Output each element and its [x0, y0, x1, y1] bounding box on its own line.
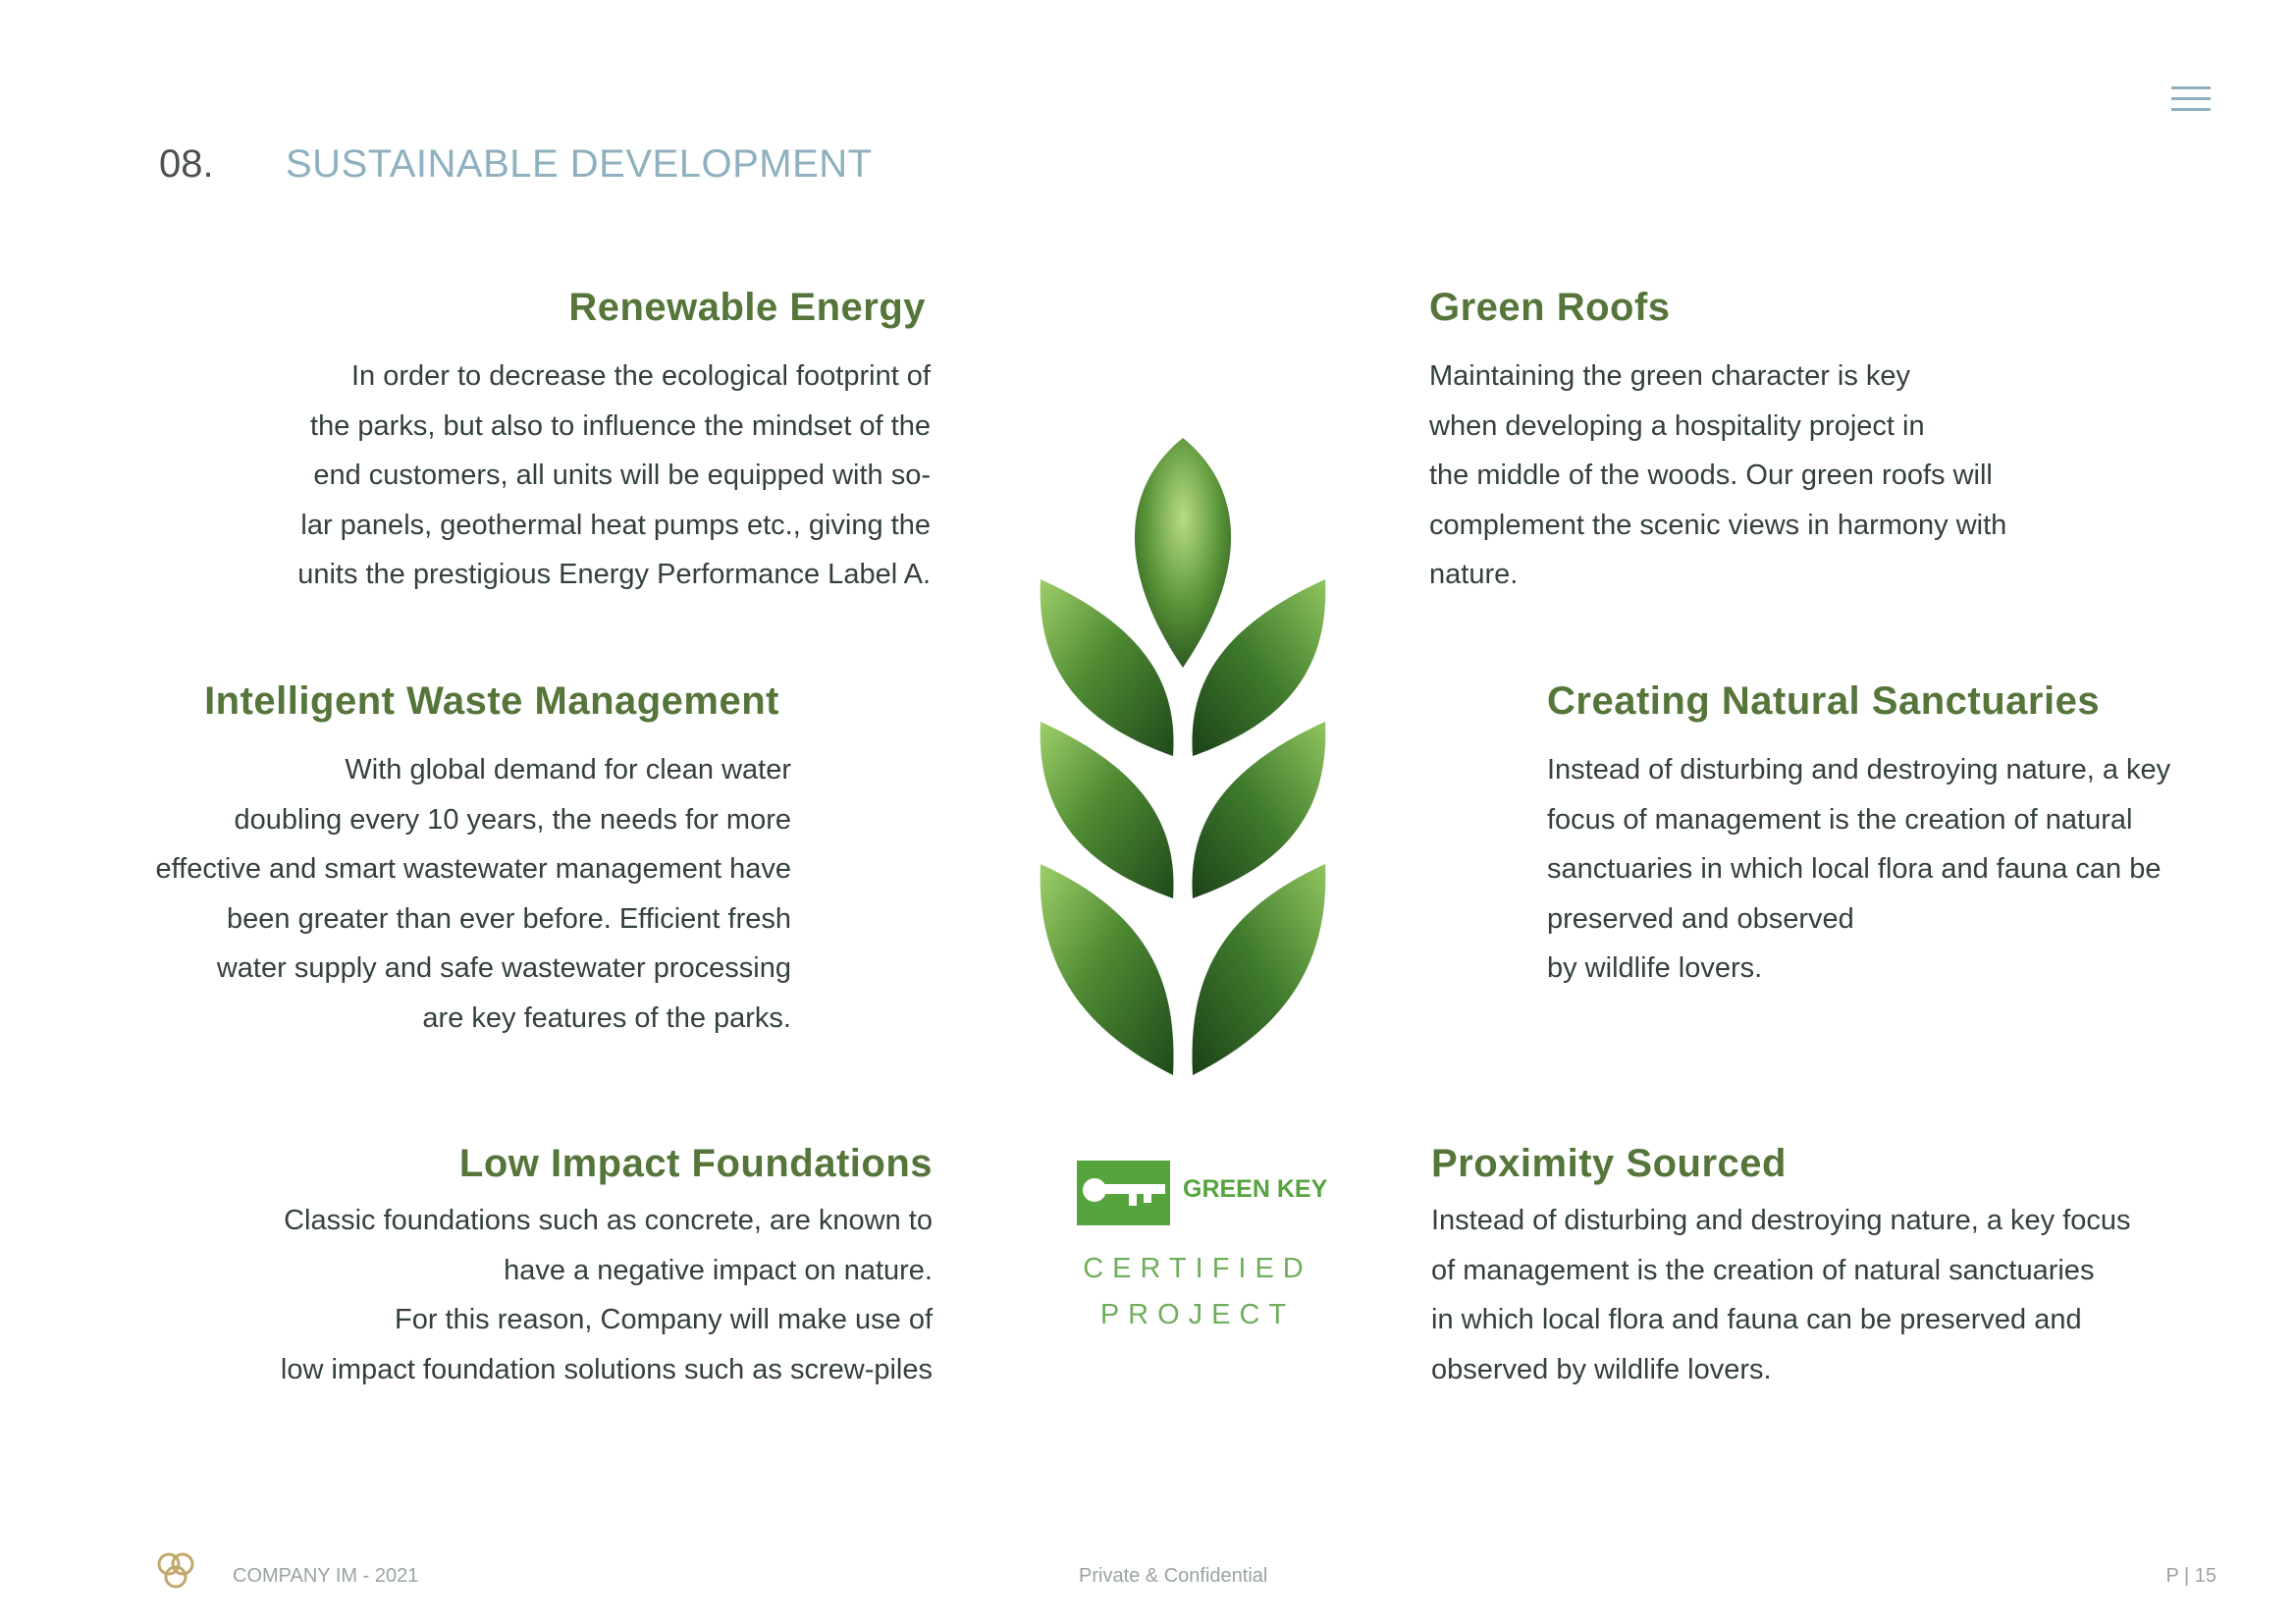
natural-sanctuaries-block: [1547, 679, 2170, 994]
text-line: doubling every 10 years, the needs for more: [234, 803, 791, 836]
text-line: the parks, but also to influence the mindset of the: [310, 409, 931, 442]
green-key-label: GREEN KEY: [1183, 1175, 1328, 1203]
text-line: end customers, all units will be equipped with so-: [313, 460, 931, 491]
menu-icon-bar: [2171, 108, 2211, 111]
text-line: the middle of the woods. Our green roofs will: [1429, 460, 1993, 491]
text-line: preserved and observed: [1547, 902, 1854, 935]
text-line: Instead of disturbing and destroying nature, a key focus: [1431, 1205, 2131, 1236]
text-line: when developing a hospitality project in: [1429, 409, 1925, 442]
text-line: water supply and safe wastewater processing: [216, 952, 791, 984]
green-roofs-block: [1429, 286, 2006, 600]
text-line: complement the scenic views in harmony with: [1429, 509, 2007, 541]
proximity-sourced-block: [1431, 1142, 2131, 1394]
company-logo-icon: [155, 1549, 196, 1593]
natural-sanctuaries-text: [1547, 745, 2170, 994]
footer-company: COMPANY IM - 2021: [233, 1565, 419, 1587]
project-label: PROJECT: [1099, 1299, 1296, 1330]
text-line: For this reason, Company will make use of: [395, 1304, 933, 1335]
proximity-sourced-title: Proximity Sourced: [1431, 1142, 1787, 1185]
text-line: in which local flora and fauna can be preserved and: [1431, 1304, 2082, 1335]
text-line: With global demand for clean water: [345, 754, 791, 785]
menu-icon-bar: [2171, 86, 2211, 89]
section-number: 08.: [159, 142, 214, 186]
renewable-energy-block: [297, 286, 931, 600]
text-line: lar panels, geothermal heat pumps etc., giving the: [300, 509, 931, 541]
menu-icon-bar: [2171, 97, 2211, 100]
text-line: nature.: [1429, 559, 1519, 590]
text-line: low impact foundation solutions such as screw-piles: [280, 1353, 933, 1385]
natural-sanctuaries-title: Creating Natural Sanctuaries: [1547, 679, 2101, 723]
text-line: are key features of the parks.: [422, 1001, 791, 1034]
text-line: effective and smart wastewater management have: [155, 853, 791, 885]
waste-management-title: Intelligent Waste Management: [204, 679, 779, 723]
text-line: In order to decrease the ecological footprint of: [350, 360, 931, 392]
text-line: sanctuaries in which local flora and fauna can be: [1547, 853, 2162, 885]
text-line: by wildlife lovers.: [1547, 952, 1763, 984]
menu-icon[interactable]: [2171, 86, 2211, 112]
text-line: focus of management is the creation of natural: [1547, 803, 2133, 836]
waste-management-block: [156, 679, 791, 1043]
low-impact-foundations-title: Low Impact Foundations: [458, 1142, 933, 1185]
renewable-energy-title: Renewable Energy: [568, 286, 926, 329]
certified-label: CERTIFIED: [1083, 1253, 1312, 1284]
text-line: of management is the creation of natural sanctuaries: [1431, 1254, 2095, 1286]
text-line: units the prestigious Energy Performance Label A.: [297, 559, 931, 590]
waste-management-text: [156, 745, 791, 1043]
green-roofs-text: [1429, 352, 2006, 600]
text-line: have a negative impact on nature.: [504, 1254, 933, 1286]
renewable-energy-text: [297, 352, 931, 600]
text-line: Classic foundations such as concrete, are known to: [284, 1205, 933, 1236]
section-title: SUSTAINABLE DEVELOPMENT: [286, 142, 873, 186]
text-line: Maintaining the green character is key: [1429, 360, 1911, 392]
wheat-leaf-illustration: [1031, 432, 1335, 1080]
page-number: P | 15: [2165, 1565, 2216, 1587]
text-line: been greater than ever before. Efficient fresh: [227, 902, 791, 935]
footer-confidential: Private & Confidential: [1079, 1565, 1268, 1587]
low-impact-foundations-block: [281, 1142, 933, 1394]
text-line: Instead of disturbing and destroying nature, a key: [1547, 754, 2171, 785]
green-roofs-title: Green Roofs: [1429, 286, 1671, 329]
text-line: observed by wildlife lovers.: [1431, 1353, 1772, 1385]
low-impact-foundations-text: [281, 1196, 933, 1394]
proximity-sourced-text: [1431, 1196, 2131, 1394]
